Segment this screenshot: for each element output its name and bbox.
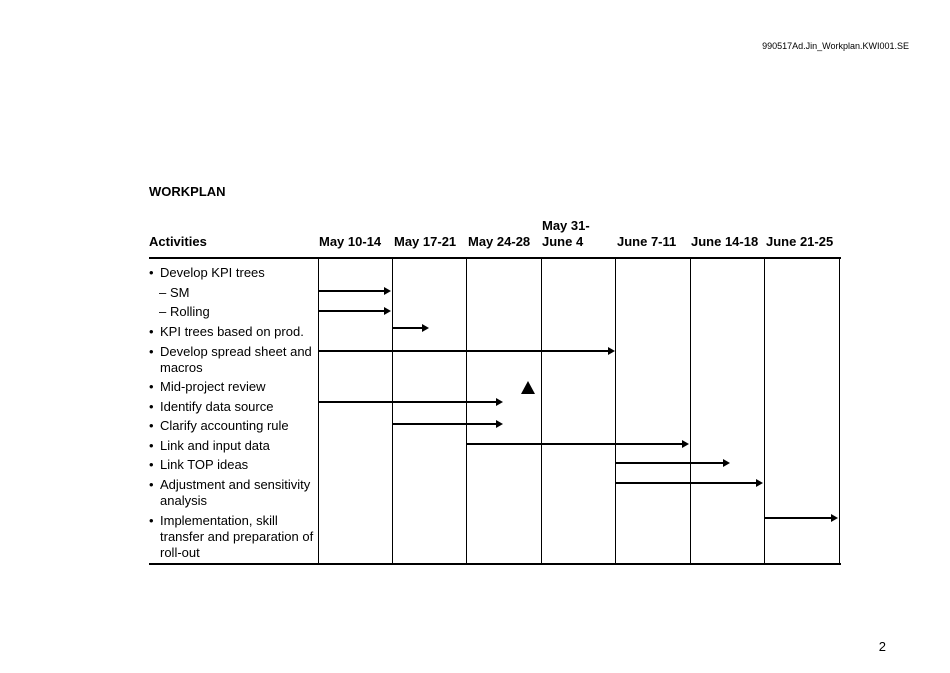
header-rule [149, 257, 841, 259]
dash-icon: – [159, 304, 167, 319]
activity-identify-data-source [149, 399, 317, 415]
column-divider [541, 258, 542, 564]
gantt-bar-clarify-accounting [392, 423, 497, 425]
column-divider [690, 258, 691, 564]
bullet-icon: • [149, 477, 154, 492]
activity-implementation [149, 513, 317, 561]
bullet-icon: • [149, 265, 154, 280]
activity-spread-sheet [149, 344, 317, 376]
bullet-icon: • [149, 457, 154, 472]
activity-label: Rolling [170, 304, 210, 319]
activity-label: KPI trees based on prod. [160, 324, 304, 339]
week-header-2: May 17-21 [394, 234, 457, 249]
activity-adjustment [149, 477, 317, 509]
activity-label: SM [170, 285, 190, 300]
column-divider [466, 258, 467, 564]
footer-rule [149, 563, 841, 565]
activity-label: Identify data source [160, 399, 274, 414]
activity-label: Link and input data [160, 438, 270, 453]
page-number: 2 [878, 639, 886, 654]
bullet-icon: • [149, 324, 154, 339]
bullet-icon: • [149, 513, 154, 528]
column-divider [392, 258, 393, 564]
column-divider [839, 258, 840, 564]
page-title: WORKPLAN [149, 184, 226, 199]
week-header-4: May 31- June 4 [542, 218, 590, 249]
week-header-6: June 14-18 [691, 234, 759, 249]
bullet-icon: • [149, 438, 154, 453]
activity-label: Link TOP ideas [160, 457, 249, 472]
activity-rolling [149, 304, 317, 320]
activity-kpi-trees-prod [149, 324, 317, 340]
bullet-icon: • [149, 344, 154, 359]
activity-sm [149, 285, 317, 301]
bullet-icon: • [149, 379, 154, 394]
activity-label: Clarify accounting rule [160, 418, 289, 433]
activity-clarify-accounting [149, 418, 317, 434]
bullet-icon: • [149, 418, 154, 433]
gantt-bar-link-input-data [467, 443, 683, 445]
gantt-bar-kpi-trees-prod [392, 327, 422, 329]
gantt-bar-adjustment [616, 482, 758, 484]
activity-label: Develop spread sheet and macros [160, 344, 312, 375]
gantt-bar-spread-sheet [318, 350, 609, 352]
milestone-triangle-icon [521, 381, 535, 394]
gantt-bar-rolling [318, 310, 385, 312]
activity-link-top-ideas [149, 457, 317, 473]
bullet-icon: • [149, 399, 154, 414]
dash-icon: – [159, 285, 167, 300]
gantt-bar-identify-data-source [318, 401, 497, 403]
gantt-bar-implementation [764, 517, 831, 519]
week-header-3: May 24-28 [468, 234, 531, 249]
week-header-5: June 7-11 [617, 234, 677, 249]
activities-header: Activities [149, 234, 207, 249]
week-header-7: June 21-25 [766, 234, 834, 249]
activity-link-input-data [149, 438, 317, 454]
week-header-1: May 10-14 [319, 234, 382, 249]
activity-label: Develop KPI trees [160, 265, 265, 280]
activity-develop-kpi-trees [149, 265, 317, 281]
gantt-bar-link-top-ideas [616, 462, 724, 464]
document-reference: 990517Ad.Jin_Workplan.KWI001.SE [762, 41, 909, 51]
gantt-bar-sm [318, 290, 385, 292]
activity-label: Mid-project review [160, 379, 266, 394]
column-divider [318, 258, 319, 564]
activity-label: Adjustment and sensitivity analysis [160, 477, 311, 508]
column-divider [615, 258, 616, 564]
activity-mid-project-review [149, 379, 317, 395]
activity-label: Implementation, skill transfer and preparation of roll-out [160, 513, 314, 560]
